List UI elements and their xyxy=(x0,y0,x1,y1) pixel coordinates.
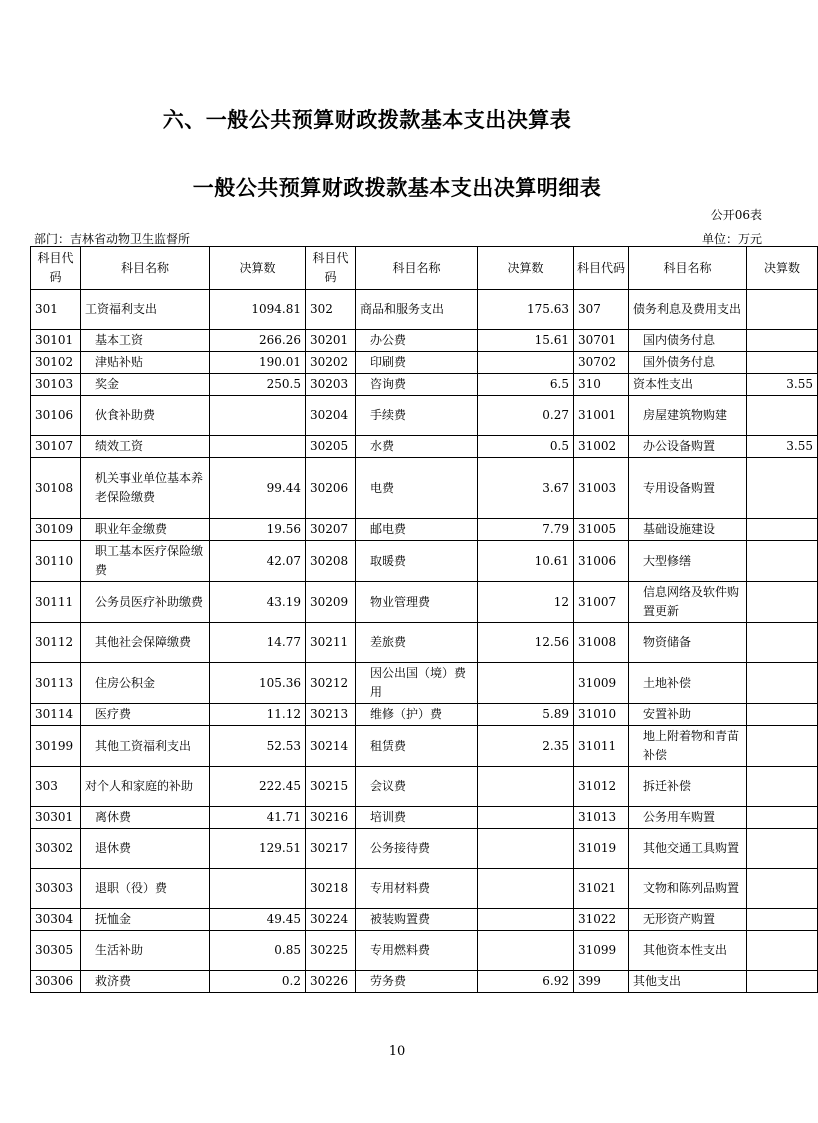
subject-code: 31012 xyxy=(574,767,629,807)
header-amount: 决算数 xyxy=(210,247,306,290)
amount xyxy=(478,767,574,807)
amount xyxy=(478,931,574,971)
amount xyxy=(747,396,818,436)
subject-name: 办公费 xyxy=(356,330,478,352)
table-row xyxy=(31,971,818,993)
subject-name: 其他社会保障缴费 xyxy=(81,623,210,663)
subject-name: 生活补助 xyxy=(81,931,210,971)
amount: 0.85 xyxy=(210,931,306,971)
amount xyxy=(747,330,818,352)
subject-name: 专用材料费 xyxy=(356,869,478,909)
amount: 129.51 xyxy=(210,829,306,869)
amount: 266.26 xyxy=(210,330,306,352)
amount xyxy=(478,829,574,869)
subject-name: 职业年金缴费 xyxy=(81,519,210,541)
table-row xyxy=(31,704,818,726)
table-row xyxy=(31,352,818,374)
subject-name: 会议费 xyxy=(356,767,478,807)
amount xyxy=(747,352,818,374)
subject-code: 31019 xyxy=(574,829,629,869)
subject-code: 31022 xyxy=(574,909,629,931)
table-row xyxy=(31,396,818,436)
subject-name: 印刷费 xyxy=(356,352,478,374)
subject-code: 30214 xyxy=(306,726,356,767)
subject-name: 租赁费 xyxy=(356,726,478,767)
subject-code: 30304 xyxy=(31,909,81,931)
subject-name: 劳务费 xyxy=(356,971,478,993)
subject-name: 对个人和家庭的补助 xyxy=(81,767,210,807)
subject-name: 水费 xyxy=(356,436,478,458)
subject-name: 其他支出 xyxy=(629,971,747,993)
amount: 5.89 xyxy=(478,704,574,726)
amount xyxy=(747,290,818,330)
amount: 3.67 xyxy=(478,458,574,519)
amount: 41.71 xyxy=(210,807,306,829)
subject-name: 绩效工资 xyxy=(81,436,210,458)
amount: 2.35 xyxy=(478,726,574,767)
table-row xyxy=(31,519,818,541)
amount xyxy=(747,663,818,704)
subject-code: 30226 xyxy=(306,971,356,993)
department-label: 部门：吉林省动物卫生监督所 xyxy=(34,232,191,246)
amount xyxy=(747,519,818,541)
amount: 6.92 xyxy=(478,971,574,993)
subject-code: 30199 xyxy=(31,726,81,767)
subject-code: 30701 xyxy=(574,330,629,352)
subject-name: 资本性支出 xyxy=(629,374,747,396)
amount: 3.55 xyxy=(747,374,818,396)
amount: 250.5 xyxy=(210,374,306,396)
subject-code: 30206 xyxy=(306,458,356,519)
table-row xyxy=(31,541,818,582)
table-row xyxy=(31,436,818,458)
subject-name: 商品和服务支出 xyxy=(356,290,478,330)
subject-name: 救济费 xyxy=(81,971,210,993)
amount: 7.79 xyxy=(478,519,574,541)
table-row xyxy=(31,829,818,869)
subject-name: 国外债务付息 xyxy=(629,352,747,374)
subject-name: 土地补偿 xyxy=(629,663,747,704)
subject-name: 债务利息及费用支出 xyxy=(629,290,747,330)
amount: 190.01 xyxy=(210,352,306,374)
form-code: 公开06表 xyxy=(710,208,762,222)
subject-code: 30217 xyxy=(306,829,356,869)
amount: 10.61 xyxy=(478,541,574,582)
subject-name: 手续费 xyxy=(356,396,478,436)
subject-code: 30109 xyxy=(31,519,81,541)
subject-code: 31005 xyxy=(574,519,629,541)
subject-code: 30215 xyxy=(306,767,356,807)
table-row xyxy=(31,458,818,519)
subject-code: 30205 xyxy=(306,436,356,458)
subject-code: 30106 xyxy=(31,396,81,436)
amount: 0.27 xyxy=(478,396,574,436)
subject-code: 30102 xyxy=(31,352,81,374)
subject-code: 30107 xyxy=(31,436,81,458)
amount xyxy=(478,909,574,931)
subject-name: 安置补助 xyxy=(629,704,747,726)
table-row xyxy=(31,869,818,909)
subject-name: 专用燃料费 xyxy=(356,931,478,971)
subject-code: 30114 xyxy=(31,704,81,726)
subject-name: 伙食补助费 xyxy=(81,396,210,436)
subject-name: 咨询费 xyxy=(356,374,478,396)
table-row xyxy=(31,931,818,971)
table-row xyxy=(31,807,818,829)
subject-code: 31008 xyxy=(574,623,629,663)
table-row xyxy=(31,663,818,704)
amount xyxy=(747,726,818,767)
subject-code: 30301 xyxy=(31,807,81,829)
subject-code: 301 xyxy=(31,290,81,330)
header-name: 科目名称 xyxy=(356,247,478,290)
subject-name: 其他工资福利支出 xyxy=(81,726,210,767)
subject-code: 31002 xyxy=(574,436,629,458)
subject-code: 30224 xyxy=(306,909,356,931)
subject-name: 机关事业单位基本养老保险缴费 xyxy=(81,458,210,519)
table-title: 一般公共预算财政拨款基本支出决算明细表 xyxy=(192,176,602,200)
table-row xyxy=(31,330,818,352)
subject-name: 被装购置费 xyxy=(356,909,478,931)
subject-name: 抚恤金 xyxy=(81,909,210,931)
subject-name: 取暖费 xyxy=(356,541,478,582)
subject-code: 30216 xyxy=(306,807,356,829)
subject-name: 差旅费 xyxy=(356,623,478,663)
table-row xyxy=(31,726,818,767)
subject-name: 公务用车购置 xyxy=(629,807,747,829)
subject-code: 31010 xyxy=(574,704,629,726)
amount: 49.45 xyxy=(210,909,306,931)
subject-name: 无形资产购置 xyxy=(629,909,747,931)
amount xyxy=(747,869,818,909)
table-row xyxy=(31,909,818,931)
amount xyxy=(747,704,818,726)
subject-code: 30213 xyxy=(306,704,356,726)
subject-name: 其他资本性支出 xyxy=(629,931,747,971)
subject-name: 因公出国（境）费用 xyxy=(356,663,478,704)
amount: 14.77 xyxy=(210,623,306,663)
subject-name: 医疗费 xyxy=(81,704,210,726)
subject-code: 31011 xyxy=(574,726,629,767)
subject-code: 30302 xyxy=(31,829,81,869)
subject-code: 30204 xyxy=(306,396,356,436)
subject-name: 维修（护）费 xyxy=(356,704,478,726)
amount xyxy=(478,663,574,704)
subject-code: 30209 xyxy=(306,582,356,623)
amount: 42.07 xyxy=(210,541,306,582)
subject-code: 30101 xyxy=(31,330,81,352)
amount: 1094.81 xyxy=(210,290,306,330)
subject-name: 地上附着物和青苗补偿 xyxy=(629,726,747,767)
subject-name: 基础设施建设 xyxy=(629,519,747,541)
subject-name: 职工基本医疗保险缴费 xyxy=(81,541,210,582)
subject-code: 30103 xyxy=(31,374,81,396)
table-row xyxy=(31,374,818,396)
subject-name: 退休费 xyxy=(81,829,210,869)
subject-name: 房屋建筑物购建 xyxy=(629,396,747,436)
subject-code: 30211 xyxy=(306,623,356,663)
amount: 12.56 xyxy=(478,623,574,663)
subject-code: 31013 xyxy=(574,807,629,829)
subject-code: 31003 xyxy=(574,458,629,519)
amount: 52.53 xyxy=(210,726,306,767)
header-amount: 决算数 xyxy=(747,247,818,290)
subject-code: 310 xyxy=(574,374,629,396)
subject-code: 307 xyxy=(574,290,629,330)
amount: 19.56 xyxy=(210,519,306,541)
amount xyxy=(747,971,818,993)
amount xyxy=(747,909,818,931)
header-name: 科目名称 xyxy=(81,247,210,290)
amount: 43.19 xyxy=(210,582,306,623)
expenditure-table xyxy=(30,246,818,993)
subject-name: 国内债务付息 xyxy=(629,330,747,352)
amount: 99.44 xyxy=(210,458,306,519)
subject-code: 302 xyxy=(306,290,356,330)
subject-name: 工资福利支出 xyxy=(81,290,210,330)
header-code: 科目代码 xyxy=(31,247,81,290)
amount: 0.2 xyxy=(210,971,306,993)
amount xyxy=(747,623,818,663)
subject-name: 培训费 xyxy=(356,807,478,829)
subject-name: 住房公积金 xyxy=(81,663,210,704)
amount xyxy=(478,869,574,909)
amount xyxy=(478,352,574,374)
amount: 11.12 xyxy=(210,704,306,726)
subject-code: 30305 xyxy=(31,931,81,971)
subject-name: 电费 xyxy=(356,458,478,519)
amount xyxy=(747,829,818,869)
subject-code: 30207 xyxy=(306,519,356,541)
subject-code: 31001 xyxy=(574,396,629,436)
header-amount: 决算数 xyxy=(478,247,574,290)
amount xyxy=(747,807,818,829)
subject-code: 30212 xyxy=(306,663,356,704)
subject-code: 399 xyxy=(574,971,629,993)
subject-code: 30203 xyxy=(306,374,356,396)
subject-code: 30306 xyxy=(31,971,81,993)
subject-code: 30702 xyxy=(574,352,629,374)
subject-name: 津贴补贴 xyxy=(81,352,210,374)
subject-code: 30112 xyxy=(31,623,81,663)
subject-name: 公务接待费 xyxy=(356,829,478,869)
amount xyxy=(747,582,818,623)
table-row xyxy=(31,582,818,623)
amount: 3.55 xyxy=(747,436,818,458)
subject-name: 信息网络及软件购置更新 xyxy=(629,582,747,623)
subject-code: 31021 xyxy=(574,869,629,909)
subject-code: 31099 xyxy=(574,931,629,971)
subject-code: 30113 xyxy=(31,663,81,704)
subject-code: 30108 xyxy=(31,458,81,519)
subject-code: 31007 xyxy=(574,582,629,623)
subject-name: 离休费 xyxy=(81,807,210,829)
amount: 12 xyxy=(478,582,574,623)
subject-code: 30110 xyxy=(31,541,81,582)
subject-code: 30303 xyxy=(31,869,81,909)
amount xyxy=(747,541,818,582)
header-name: 科目名称 xyxy=(629,247,747,290)
header-code: 科目代码 xyxy=(574,247,629,290)
table-row xyxy=(31,290,818,330)
amount: 15.61 xyxy=(478,330,574,352)
subject-code: 31006 xyxy=(574,541,629,582)
table-row xyxy=(31,623,818,663)
amount: 222.45 xyxy=(210,767,306,807)
subject-name: 专用设备购置 xyxy=(629,458,747,519)
subject-name: 物资储备 xyxy=(629,623,747,663)
subject-code: 31009 xyxy=(574,663,629,704)
subject-name: 物业管理费 xyxy=(356,582,478,623)
subject-code: 30202 xyxy=(306,352,356,374)
amount xyxy=(478,807,574,829)
subject-name: 公务员医疗补助缴费 xyxy=(81,582,210,623)
subject-name: 文物和陈列品购置 xyxy=(629,869,747,909)
section-title: 六、一般公共预算财政拨款基本支出决算表 xyxy=(162,108,572,132)
unit-label: 单位：万元 xyxy=(701,232,762,246)
subject-code: 30201 xyxy=(306,330,356,352)
subject-code: 30225 xyxy=(306,931,356,971)
amount xyxy=(747,931,818,971)
subject-name: 奖金 xyxy=(81,374,210,396)
page-number: 10 xyxy=(388,1044,406,1059)
subject-name: 基本工资 xyxy=(81,330,210,352)
amount: 0.5 xyxy=(478,436,574,458)
amount xyxy=(210,396,306,436)
table-row xyxy=(31,767,818,807)
amount xyxy=(210,436,306,458)
subject-name: 大型修缮 xyxy=(629,541,747,582)
subject-name: 拆迁补偿 xyxy=(629,767,747,807)
amount: 105.36 xyxy=(210,663,306,704)
subject-code: 30208 xyxy=(306,541,356,582)
amount: 175.63 xyxy=(478,290,574,330)
subject-code: 30218 xyxy=(306,869,356,909)
amount xyxy=(210,869,306,909)
subject-name: 办公设备购置 xyxy=(629,436,747,458)
subject-code: 30111 xyxy=(31,582,81,623)
subject-name: 其他交通工具购置 xyxy=(629,829,747,869)
header-code: 科目代码 xyxy=(306,247,356,290)
subject-name: 退职（役）费 xyxy=(81,869,210,909)
subject-code: 303 xyxy=(31,767,81,807)
amount: 6.5 xyxy=(478,374,574,396)
amount xyxy=(747,458,818,519)
amount xyxy=(747,767,818,807)
subject-name: 邮电费 xyxy=(356,519,478,541)
header-row xyxy=(31,247,818,290)
